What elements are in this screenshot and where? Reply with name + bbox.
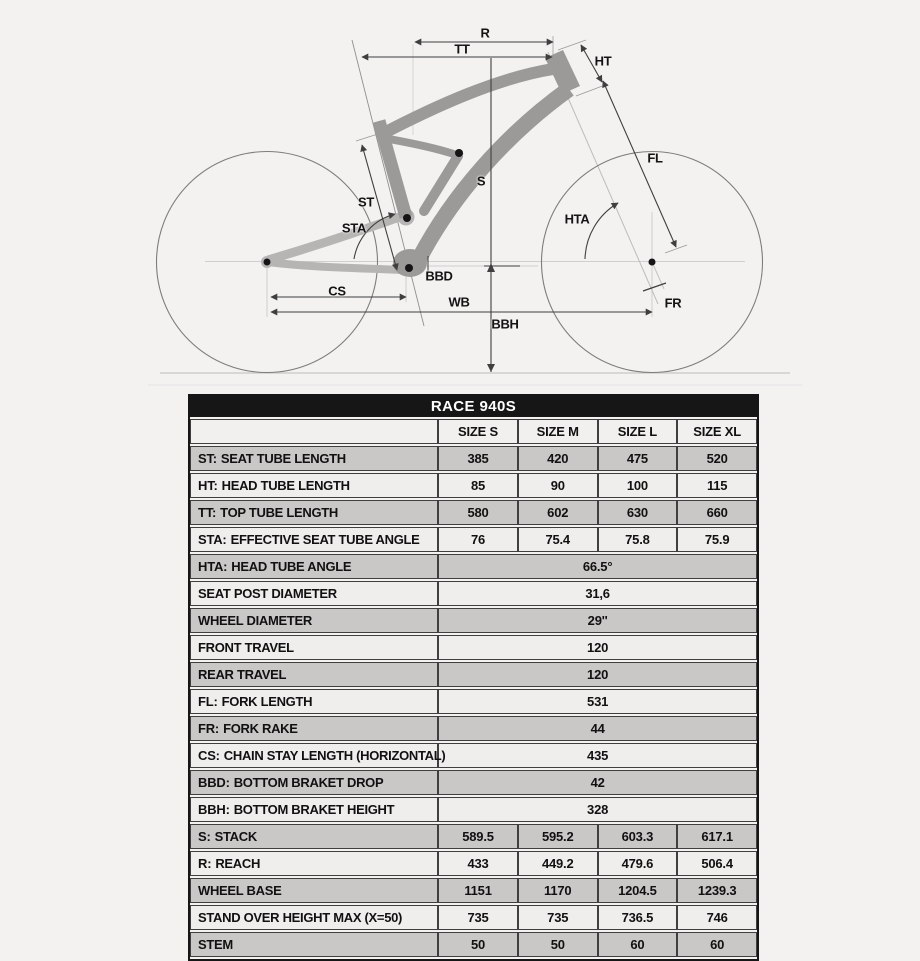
spec-label: HT: HEAD TUBE LENGTH	[190, 473, 438, 498]
bottom-bracket-point	[405, 264, 413, 272]
size-xl-header: SIZE XL	[677, 419, 757, 444]
geometry-table	[188, 394, 759, 961]
spec-label: S: STACK	[190, 824, 438, 849]
label-seat-tube-angle: STA	[341, 220, 367, 236]
spec-value: 50	[438, 932, 518, 957]
spec-label: WHEEL DIAMETER	[190, 608, 438, 633]
spec-value: 520	[677, 446, 757, 471]
spec-value: 1151	[438, 878, 518, 903]
spec-value: 449.2	[518, 851, 598, 876]
spec-value: 75.9	[677, 527, 757, 552]
table-row	[190, 716, 757, 741]
size-m-header: SIZE M	[518, 419, 598, 444]
table-row	[190, 662, 757, 687]
table-row	[190, 635, 757, 660]
label-wheel-base: WB	[448, 294, 470, 310]
spec-value: 630	[598, 500, 678, 525]
geometry-diagram	[0, 0, 920, 392]
spec-value: 589.5	[438, 824, 518, 849]
label-fork-length: FL	[647, 150, 663, 166]
spec-label: STA: EFFECTIVE SEAT TUBE ANGLE	[190, 527, 438, 552]
spec-value: 479.6	[598, 851, 678, 876]
spec-value: 75.4	[518, 527, 598, 552]
spec-label: CS: CHAIN STAY LENGTH (HORIZONTAL)	[190, 743, 438, 768]
spec-label: BBH: BOTTOM BRAKET HEIGHT	[190, 797, 438, 822]
spec-label: STEM	[190, 932, 438, 957]
ground-line	[148, 373, 802, 385]
table-row	[190, 743, 757, 768]
rocker-brace	[389, 139, 462, 157]
empty-header-cell	[190, 419, 438, 444]
table-row	[190, 797, 757, 822]
rear-triangle	[261, 209, 415, 271]
spec-value: 1170	[518, 878, 598, 903]
spec-value: 580	[438, 500, 518, 525]
geometry-spec-table	[190, 417, 757, 959]
spec-value: 75.8	[598, 527, 678, 552]
spec-label: SEAT POST DIAMETER	[190, 581, 438, 606]
table-row	[190, 932, 757, 957]
spec-value-merged: 42	[438, 770, 757, 795]
spec-value: 660	[677, 500, 757, 525]
spec-value: 50	[518, 932, 598, 957]
spec-label: WHEEL BASE	[190, 878, 438, 903]
main-pivot-point	[403, 214, 411, 222]
spec-label: FRONT TRAVEL	[190, 635, 438, 660]
spec-value: 115	[677, 473, 757, 498]
table-row	[190, 608, 757, 633]
spec-value: 617.1	[677, 824, 757, 849]
table-row	[190, 446, 757, 471]
spec-label: HTA: HEAD TUBE ANGLE	[190, 554, 438, 579]
spec-value: 1239.3	[677, 878, 757, 903]
front-axle-point	[649, 259, 656, 266]
spec-value: 433	[438, 851, 518, 876]
spec-value: 1204.5	[598, 878, 678, 903]
spec-label: BBD: BOTTOM BRAKET DROP	[190, 770, 438, 795]
label-stack: S	[476, 173, 486, 189]
spec-value-merged: 120	[438, 662, 757, 687]
table-row	[190, 527, 757, 552]
spec-value: 420	[518, 446, 598, 471]
spec-value: 60	[677, 932, 757, 957]
pivot-points	[264, 149, 656, 272]
spec-value: 85	[438, 473, 518, 498]
table-row	[190, 905, 757, 930]
label-bb-drop: BBD	[425, 268, 453, 284]
label-bb-height: BBH	[491, 316, 519, 332]
label-head-tube: HT	[594, 53, 612, 69]
bottom-bracket-shell	[393, 249, 427, 277]
spec-label: REAR TRAVEL	[190, 662, 438, 687]
spec-value: 736.5	[598, 905, 678, 930]
spec-label: ST: SEAT TUBE LENGTH	[190, 446, 438, 471]
chain-stay	[268, 262, 401, 270]
spec-value-merged: 29''	[438, 608, 757, 633]
spec-value-merged: 31,6	[438, 581, 757, 606]
bike-geometry-drawing	[0, 0, 920, 392]
spec-value: 100	[598, 473, 678, 498]
table-row	[190, 554, 757, 579]
label-top-tube: TT	[454, 41, 470, 57]
head-angle-arc	[585, 203, 618, 259]
table-row	[190, 878, 757, 903]
spec-label: STAND OVER HEIGHT MAX (X=50)	[190, 905, 438, 930]
spec-value: 735	[438, 905, 518, 930]
size-l-header: SIZE L	[598, 419, 678, 444]
table-row	[190, 500, 757, 525]
table-row	[190, 824, 757, 849]
label-chain-stay: CS	[328, 283, 346, 299]
seat-stay	[268, 216, 402, 260]
table-row	[190, 581, 757, 606]
spec-value: 506.4	[677, 851, 757, 876]
front-triangle	[379, 50, 580, 277]
label-reach: R	[480, 25, 490, 41]
table-row	[190, 689, 757, 714]
spec-value-merged: 120	[438, 635, 757, 660]
rear-axle-point	[264, 259, 271, 266]
label-seat-tube: ST	[357, 194, 375, 210]
spec-label: TT: TOP TUBE LENGTH	[190, 500, 438, 525]
spec-label: FR: FORK RAKE	[190, 716, 438, 741]
label-head-tube-angle: HTA	[564, 211, 590, 227]
spec-value: 746	[677, 905, 757, 930]
spec-value: 60	[598, 932, 678, 957]
spec-value: 90	[518, 473, 598, 498]
label-fork-rake: FR	[664, 295, 682, 311]
spec-value: 603.3	[598, 824, 678, 849]
spec-value: 595.2	[518, 824, 598, 849]
size-header-row	[190, 419, 757, 444]
spec-value-merged: 531	[438, 689, 757, 714]
spec-value-merged: 66.5°	[438, 554, 757, 579]
fork-rake-tick	[643, 283, 666, 291]
size-s-header: SIZE S	[438, 419, 518, 444]
table-row	[190, 473, 757, 498]
spec-value: 602	[518, 500, 598, 525]
spec-label: FL: FORK LENGTH	[190, 689, 438, 714]
spec-value: 385	[438, 446, 518, 471]
spec-value: 76	[438, 527, 518, 552]
spec-value: 735	[518, 905, 598, 930]
table-title: RACE 940S	[190, 396, 757, 417]
table-row	[190, 851, 757, 876]
rocker-pivot-point	[455, 149, 463, 157]
spec-value: 475	[598, 446, 678, 471]
spec-value-merged: 44	[438, 716, 757, 741]
spec-value-merged: 328	[438, 797, 757, 822]
table-row	[190, 770, 757, 795]
fork-length-dimension	[603, 81, 676, 247]
spec-label: R: REACH	[190, 851, 438, 876]
spec-value-merged: 435	[438, 743, 757, 768]
